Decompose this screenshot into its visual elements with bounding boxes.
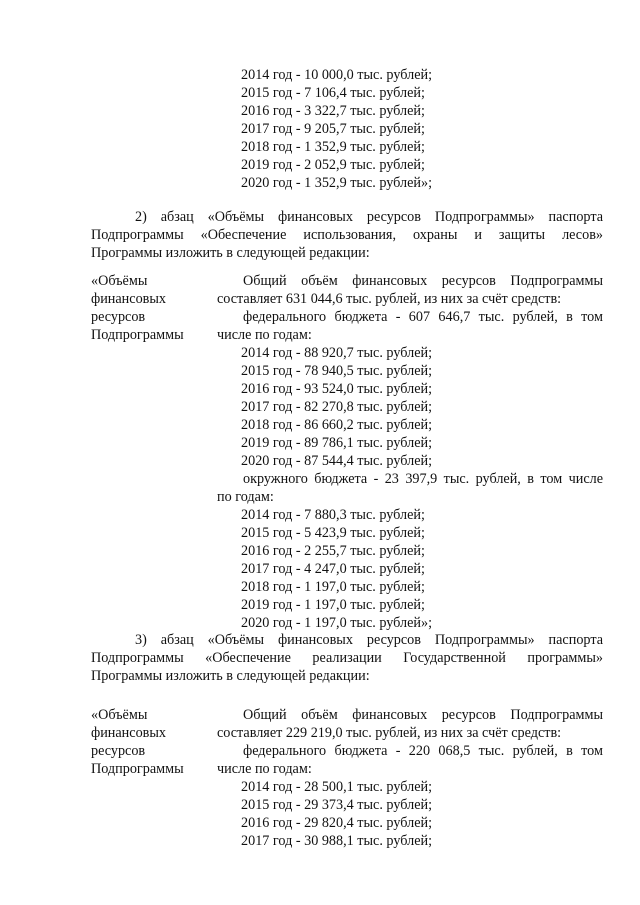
- year-line: 2017 год - 82 270,8 тыс. рублей;: [241, 399, 433, 415]
- year-line: 2015 год - 7 106,4 тыс. рублей;: [241, 85, 425, 101]
- paragraph-3: [91, 631, 603, 685]
- year-line: 2014 год - 7 880,3 тыс. рублей;: [241, 507, 425, 523]
- paragraph-line: 2) абзац «Объёмы финансовых ресурсов Подпрограммы» паспорта: [135, 209, 603, 225]
- federal-line: числе по годам:: [217, 761, 312, 777]
- paragraph-line: Программы изложить в следующей редакции:: [91, 245, 370, 261]
- year-line: 2016 год - 2 255,7 тыс. рублей;: [241, 543, 425, 559]
- year-line: 2014 год - 10 000,0 тыс. рублей;: [241, 67, 433, 83]
- paragraph-line: Программы изложить в следующей редакции:: [91, 668, 370, 684]
- year-line: 2016 год - 3 322,7 тыс. рублей;: [241, 103, 425, 119]
- year-line: 2015 год - 29 373,4 тыс. рублей;: [241, 797, 433, 813]
- year-line: 2018 год - 1 197,0 тыс. рублей;: [241, 579, 425, 595]
- paragraph-line: 3) абзац «Объёмы финансовых ресурсов Подпрограммы» паспорта: [135, 632, 603, 648]
- year-line: 2018 год - 86 660,2 тыс. рублей;: [241, 417, 433, 433]
- label-line: «Объёмы: [91, 273, 148, 289]
- section-2-text: [217, 272, 603, 632]
- district-line: окружного бюджета - 23 397,9 тыс. рублей, в том числе: [243, 471, 603, 487]
- federal-line: федерального бюджета - 607 646,7 тыс. рублей, в том: [243, 309, 603, 325]
- section-2-label: [91, 272, 184, 344]
- total-line: Общий объём финансовых ресурсов Подпрограммы: [243, 707, 603, 723]
- year-line: 2020 год - 87 544,4 тыс. рублей;: [241, 453, 433, 469]
- total-line: Общий объём финансовых ресурсов Подпрограммы: [243, 273, 603, 289]
- label-line: Подпрограммы: [91, 327, 184, 343]
- year-line: 2014 год - 88 920,7 тыс. рублей;: [241, 345, 433, 361]
- paragraph-line: Подпрограммы «Обеспечение реализации Государственной программы»: [91, 650, 603, 666]
- year-line: 2017 год - 4 247,0 тыс. рублей;: [241, 561, 425, 577]
- label-line: «Объёмы: [91, 707, 148, 723]
- year-line: 2017 год - 30 988,1 тыс. рублей;: [241, 833, 433, 849]
- district-line: по годам:: [217, 489, 274, 505]
- year-line: 2020 год - 1 197,0 тыс. рублей»;: [241, 615, 433, 631]
- year-line: 2016 год - 29 820,4 тыс. рублей;: [241, 815, 433, 831]
- federal-line: федерального бюджета - 220 068,5 тыс. рублей, в том: [243, 743, 603, 759]
- paragraph-line: Подпрограммы «Обеспечение использования, охраны и защиты лесов»: [91, 227, 603, 243]
- total-line: составляет 631 044,6 тыс. рублей, из них за счёт средств:: [217, 291, 562, 307]
- year-line: 2017 год - 9 205,7 тыс. рублей;: [241, 121, 425, 137]
- label-line: Подпрограммы: [91, 761, 184, 777]
- year-line: 2015 год - 78 940,5 тыс. рублей;: [241, 363, 433, 379]
- paragraph-2: [91, 208, 603, 262]
- federal-line: числе по годам:: [217, 327, 312, 343]
- year-line: 2018 год - 1 352,9 тыс. рублей;: [241, 139, 425, 155]
- label-line: ресурсов: [91, 309, 146, 325]
- year-line: 2015 год - 5 423,9 тыс. рублей;: [241, 525, 425, 541]
- year-line: 2020 год - 1 352,9 тыс. рублей»;: [241, 175, 433, 191]
- year-line: 2016 год - 93 524,0 тыс. рублей;: [241, 381, 433, 397]
- section-3-label: [91, 706, 184, 778]
- label-line: финансовых: [91, 291, 166, 307]
- label-line: ресурсов: [91, 743, 146, 759]
- year-line: 2019 год - 89 786,1 тыс. рублей;: [241, 435, 433, 451]
- label-line: финансовых: [91, 725, 166, 741]
- year-line: 2019 год - 1 197,0 тыс. рублей;: [241, 597, 425, 613]
- year-line: 2014 год - 28 500,1 тыс. рублей;: [241, 779, 433, 795]
- total-line: составляет 229 219,0 тыс. рублей, из них за счёт средств:: [217, 725, 562, 741]
- section-3-text: [217, 706, 603, 850]
- year-line: 2019 год - 2 052,9 тыс. рублей;: [241, 157, 425, 173]
